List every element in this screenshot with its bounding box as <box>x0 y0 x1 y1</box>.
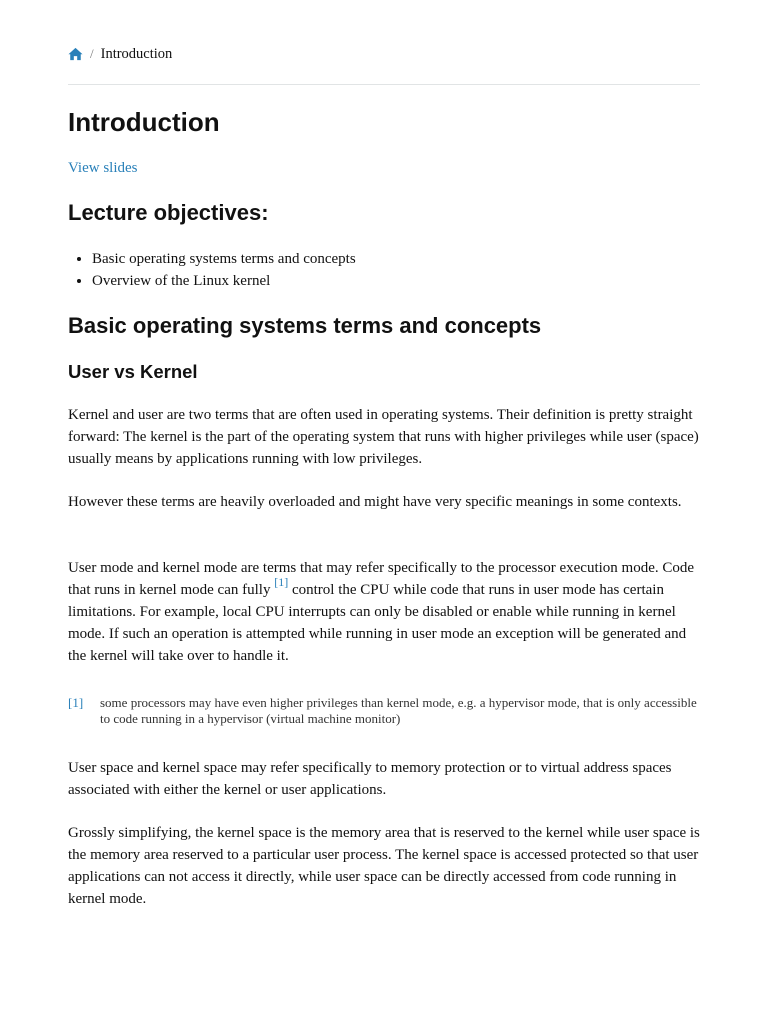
paragraph-text: User mode and kernel mode are terms that may refer specifically to the processor execution mode. Code that runs in kernel mode can fully <box>68 560 695 598</box>
footnote <box>68 695 700 727</box>
list-item: • Basic operating systems terms and concepts <box>92 248 356 270</box>
header-divider <box>68 84 700 85</box>
paragraph: However these terms are heavily overloaded and might have very specific meanings in some contexts. <box>68 494 682 510</box>
home-icon[interactable] <box>68 47 83 61</box>
section-heading: Basic operating systems terms and concepts <box>68 313 542 338</box>
paragraph: Kernel and user are two terms that are often used in operating systems. Their definition is pretty straight forward: The kernel is the part of the operating system that runs with higher privileges while user (space) usually means by applications running with low privileges. <box>68 407 699 467</box>
footnote-text: some processors may have even higher privileges than kernel mode, e.g. a hypervisor mode, that is only accessible to code running in a hypervisor (virtual machine monitor) <box>100 695 697 726</box>
objectives-heading: Lecture objectives: <box>68 200 269 225</box>
footnote-reference-link[interactable]: [1] <box>274 575 289 589</box>
paragraph: User space and kernel space may refer specifically to memory protection or to virtual address spaces associated with either the kernel or user applications. <box>68 760 672 798</box>
paragraph: Grossly simplifying, the kernel space is the memory area that is reserved to the kernel while user space is the memory area reserved to a particular user process. The kernel space is accessed protected so that user applications can not access it directly, while user space can be directly accessed from code running in kernel mode. <box>68 825 700 907</box>
paragraph-text: control the CPU while code that runs in user mode has certain limitations. For example, local CPU interrupts can only be disabled or enable while running in kernel mode. If such an operation is attempted while running in user mode an exception will be generated and the kernel will take over to handle it. <box>68 582 687 664</box>
subsection-heading: User vs Kernel <box>68 361 198 382</box>
breadcrumb-separator: / <box>90 46 94 61</box>
list-item: • Overview of the Linux kernel <box>92 270 356 292</box>
breadcrumb <box>68 44 172 64</box>
objectives-list <box>68 248 356 292</box>
footnote-label-link[interactable]: [1] <box>68 695 84 710</box>
paragraph <box>68 557 700 667</box>
view-slides-link[interactable]: View slides <box>68 160 138 176</box>
breadcrumb-current: Introduction <box>100 45 173 62</box>
page-title: Introduction <box>68 107 220 137</box>
breadcrumb-home-link[interactable] <box>68 47 90 61</box>
